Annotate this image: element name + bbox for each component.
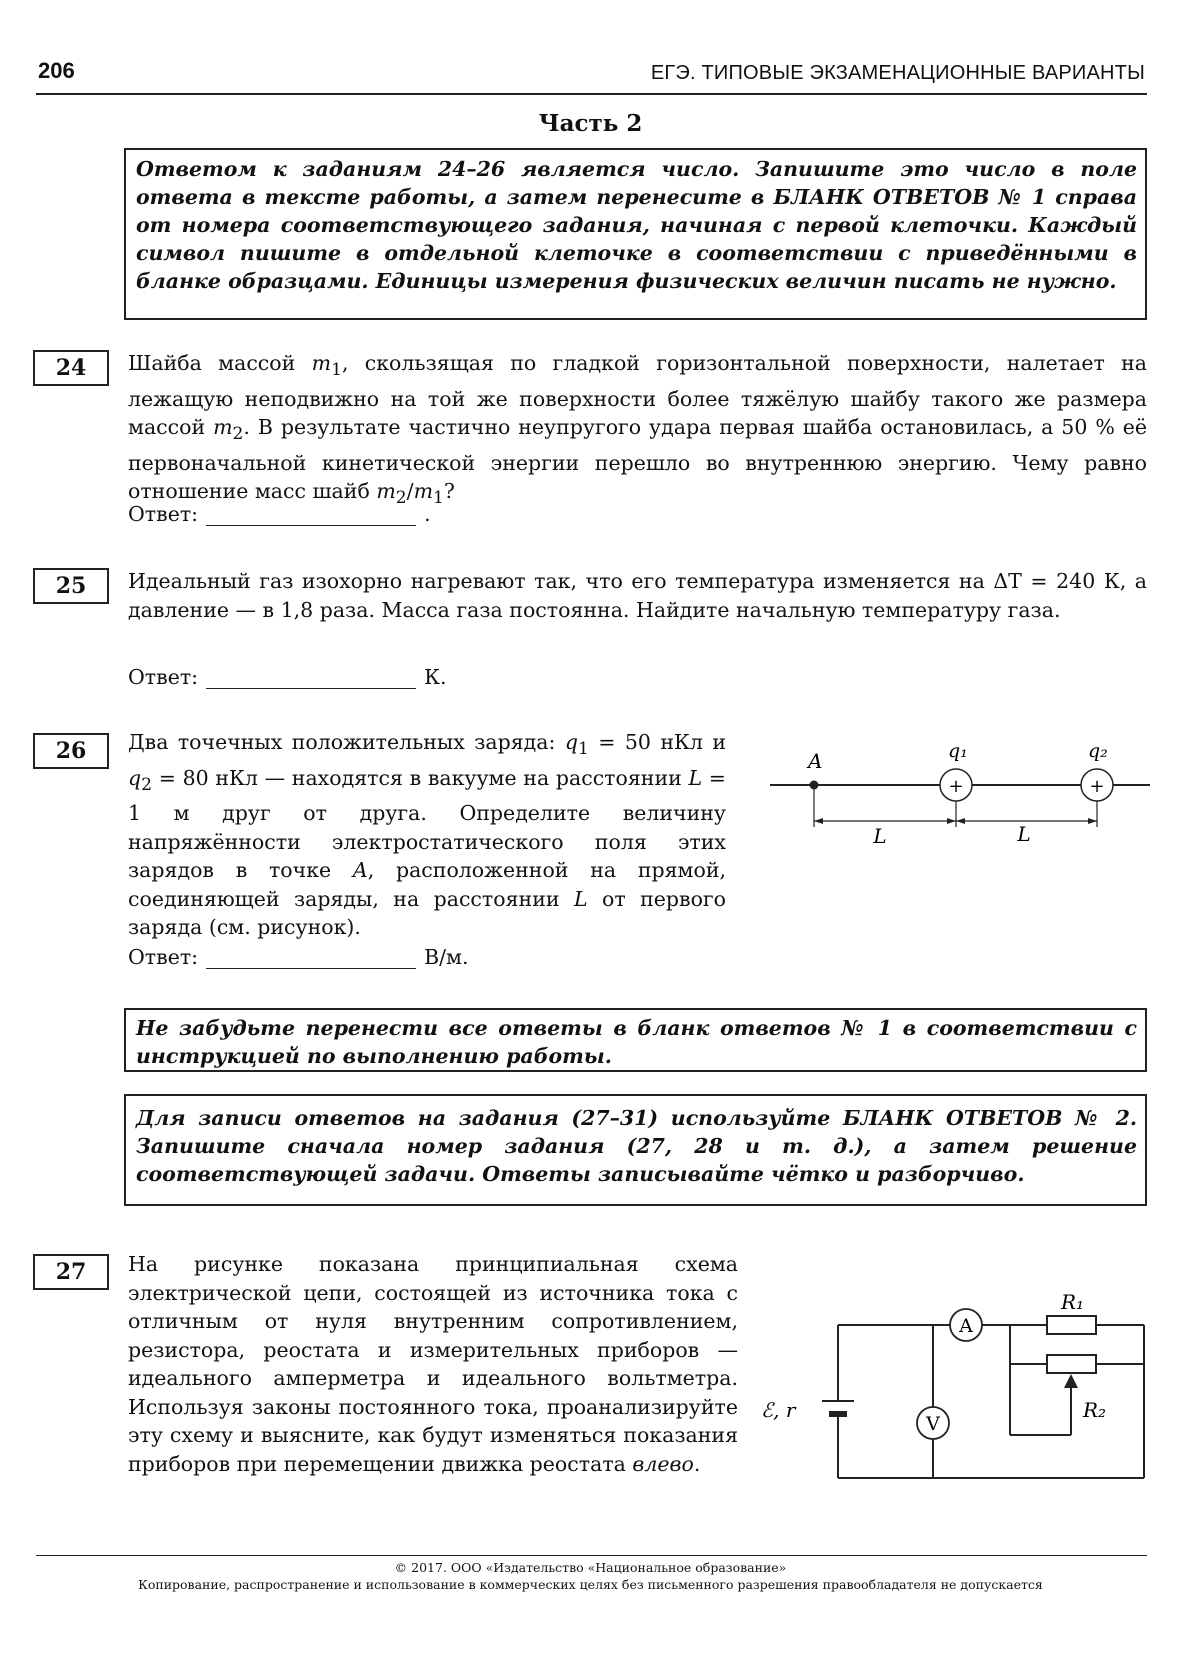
task26-text-e: , расположенной на прямой, соединяющей заряды, на расстоянии: [128, 858, 726, 911]
answer-field-26[interactable]: [206, 948, 416, 969]
ratio-m2: m: [376, 479, 396, 504]
answer-field-24[interactable]: [206, 505, 416, 526]
charge-q2-label: q₂: [1088, 740, 1108, 762]
task-text-26: [128, 728, 726, 942]
ratio-sub1: 1: [433, 488, 444, 509]
resistor-r1: [1047, 1316, 1096, 1334]
answer-row-24: [128, 502, 431, 526]
reminder-text: Не забудьте перенести все ответы в бланк ответов № 1 в соответствии с инструкцией по выполнению работы.: [136, 1016, 1137, 1068]
slider-arrow: [1064, 1374, 1078, 1388]
r2-label: R₂: [1083, 1398, 1107, 1422]
header-rule: [36, 93, 1147, 95]
ratio-m1: m: [413, 479, 434, 504]
r1-label: R₁: [1061, 1290, 1085, 1314]
symbol-q1: q: [564, 730, 578, 754]
charge-q1-label: q₁: [948, 740, 968, 762]
running-head: ЕГЭ. ТИПОВЫЕ ЭКЗАМЕНАЦИОННЫЕ ВАРИАНТЫ: [650, 62, 1145, 84]
answer-unit-24: .: [424, 502, 431, 526]
sub-1: 1: [577, 739, 589, 760]
symbol-L: L: [688, 765, 703, 790]
instruction-box-24-26: [124, 148, 1147, 320]
symbol-A: A: [352, 858, 368, 883]
footer-rule: [36, 1555, 1147, 1556]
ammeter-label: A: [959, 1315, 973, 1337]
point-a-label: A: [808, 749, 823, 773]
rheostat-r2: [1047, 1355, 1096, 1373]
sub-2: 2: [232, 424, 244, 445]
charge-q2-sign: +: [1089, 776, 1105, 797]
voltmeter-label: V: [926, 1413, 940, 1435]
answer-unit-25: К.: [424, 665, 447, 689]
task-number-24: 24: [33, 350, 109, 386]
symbol-q2: q: [128, 765, 142, 790]
answer-label: Ответ:: [128, 945, 199, 969]
source-label: ℰ, r: [761, 1398, 796, 1422]
circuit-wires: [838, 1316, 1144, 1478]
answer-field-25[interactable]: [206, 668, 416, 689]
answer-label: Ответ:: [128, 502, 199, 526]
answer-row-25: [128, 665, 446, 689]
task26-text-c: = 80 нКл — находятся в вакууме на расстоянии: [152, 765, 689, 790]
task-text-25: Идеальный газ изохорно нагревают так, что его температура изменяется на ΔT = 240 К, а давление — в 1,8 раза. Масса газа постоянна. Найдите начальную температуру газа.: [128, 569, 1147, 622]
task24-text-b: , скользящая по гладкой горизонтальной поверхности, налетает на лежащую неподвижно на той же поверхности более тяжёлую шайбу такого же размера массой: [128, 351, 1147, 440]
task-text-24: [128, 349, 1147, 513]
reminder-box: [124, 1008, 1147, 1072]
page-number: 206: [38, 58, 75, 83]
symbol-m1: m: [311, 351, 332, 375]
task26-text-a: Два точечных положительных заряда:: [128, 730, 565, 754]
part-title: Часть 2: [538, 110, 643, 137]
footer-copyright: © 2017. ООО «Издательство «Национальное образование»: [394, 1560, 787, 1575]
task26-text-f: от первого заряда (см. рисунок).: [128, 886, 726, 940]
task24-text-d: ?: [443, 479, 455, 504]
charge-q1-sign: +: [948, 776, 964, 797]
task27-emph: влево: [632, 1451, 694, 1476]
dim-label-1: L: [873, 824, 887, 848]
figure-26-charges: [760, 735, 1150, 848]
answer-unit-26: В/м.: [424, 945, 469, 969]
task26-text-d: = 1 м друг от друга. Определите величину напряжённости электростатического поля этих зарядов в точке: [128, 765, 726, 883]
symbol-m2: m: [213, 415, 233, 440]
task-text-27: [128, 1250, 738, 1478]
answer-row-26: [128, 945, 469, 969]
task27-text-end: .: [693, 1451, 701, 1476]
sub-2: 2: [141, 774, 152, 795]
task24-text-a: Шайба массой: [128, 351, 312, 375]
task-number-25: 25: [33, 568, 109, 604]
task-number-26: 26: [33, 733, 109, 769]
answer-label: Ответ:: [128, 665, 199, 689]
battery-short-plate: [829, 1411, 847, 1417]
task24-text-c: . В результате частично неупругого удара первая шайба остановилась, а 50 % её первоначальной кинетической энергии перешло во внутреннюю энергию. Чему равно отношение масс шайб: [128, 415, 1148, 504]
ratio-sub2: 2: [395, 488, 407, 509]
ratio-slash: /: [406, 479, 414, 504]
sub-1: 1: [331, 360, 342, 381]
task27-text: На рисунке показана принципиальная схема электрической цепи, состоящей из источника тока с отличным от нуля внутренним сопротивлением, резистора, реостата и измерительных приборов — идеального амперметра и идеального вольтметра. Используя законы постоянного тока, проанализируйте эту схему и выясните, как будут изменяться показания приборов при перемещении движка реостата: [128, 1252, 738, 1476]
task-number-27: 27: [33, 1254, 109, 1290]
task26-text-b: = 50 нКл и: [588, 730, 726, 754]
figure-27-circuit: [761, 1280, 1151, 1490]
symbol-L2: L: [573, 886, 588, 911]
dim-label-2: L: [1017, 822, 1031, 846]
instruction-text-27-31: Для записи ответов на задания (27–31) используйте БЛАНК ОТВЕТОВ № 2. Запишите сначала номер задания (27, 28 и т. д.), а затем решение соответствующей задачи. Ответы записывайте чётко и разборчиво.: [136, 1106, 1137, 1186]
instruction-box-27-31: [124, 1094, 1147, 1206]
instruction-text-24-26: Ответом к заданиям 24–26 является число. Запишите это число в поле ответа в тексте работы, а затем перенесите в БЛАНК ОТВЕТОВ № 1 справа от номера соответствующего задания, начиная с первой клеточки. Каждый символ пишите в отдельной клеточке в соответствии с приведёнными в бланке образцами. Единицы измерения физических величин писать не нужно.: [136, 157, 1137, 293]
footer-notice: Копирование, распространение и использование в коммерческих целях без письменного разрешения правообладателя не допускается: [138, 1577, 1043, 1592]
